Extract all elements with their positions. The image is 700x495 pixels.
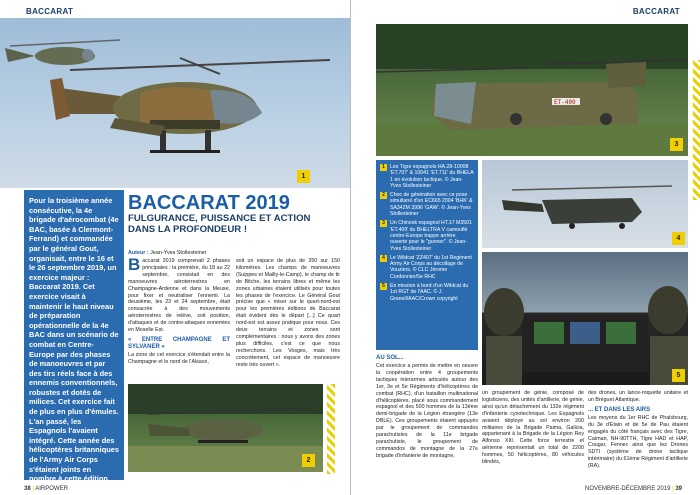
- left-col1-text2: La zone de cet exercice s'étendait entre la Champagne et le nord de l'Alsace,: [128, 351, 230, 365]
- photo-chinook: [376, 24, 688, 156]
- left-footer: 38 | AIRPOWER: [24, 486, 68, 492]
- photo-wildcat-takeoff: [482, 160, 688, 248]
- caption-box: [376, 160, 478, 350]
- magazine-name: AIRPOWER: [35, 486, 68, 492]
- chinook-tail-code: ET-409: [554, 99, 576, 106]
- caption-item: 5 En mission à bord d'un Wildcat du 1st RGT de l'AAC. © J. Granell/AAC/Crown copyright: [380, 283, 474, 302]
- right-footer: NOVEMBRE-DÉCEMBRE 2019 | 39: [585, 486, 682, 492]
- right-col2-text: un groupement de génie, composé de logisticiens, des unités d'artillerie, de génie, ainsi qu'un détachement du 132e régiment d'infanterie cynotechnique. Les Espagnols avaient déployé au sol environ 200 militaires de la Brigade Paima, Galicia, appartenant à la Brigade de la Légion Rey Alfonso XIII. Cette force terrestre et aérienne représentait un total de 2200 hommes, 50 hélicoptères, 80 véhicules blindés,: [482, 390, 584, 466]
- right-col1-text: Cet exercice a permis de mettre en oeuvre la coopération entre 4 groupements tactiques interarmes articulés autour des 1er, 3e et 5e Régiments d'hélicoptères de combat (RHC), d'un bataillon multinational d'hélicoptères, placé sous commandement espagnol et des 500 hommes de la 13ème demi-brigade de la Légion étrangère (13e DBLE). Ces groupements étaient appuyés par le groupement de commandos parachutistes de la 11e brigade parachutiste, le groupement de commandos de montagne de la 27e brigade d'infanterie de montagne,: [376, 363, 478, 459]
- caption-item: 1 Les Tigre espagnols HA.28-10008 'ET.707' & 10041 'ET.711' du BHELA 1 en évolution tactique. © Jean-Yves Stollesteiner: [380, 164, 474, 189]
- right-column-1: [376, 352, 478, 477]
- caption-item: 4 Le Wildcat 'ZZ407' du 1st Regiment Army Air Corps au décollage de Vouziers. © CLC Jérome Cordonnier/5e RHC: [380, 255, 474, 280]
- chinook-illustration: [376, 24, 688, 156]
- tiger-helicopters-illustration: [0, 18, 350, 188]
- article-subhead: FULGURANCE, PUISSANCE ET ACTION DANS LA PROFONDEUR !: [128, 213, 311, 235]
- photo-cockpit: [482, 252, 688, 385]
- subheading-au-sol: AU SOL...: [376, 355, 404, 361]
- photo-number-badge: 1: [297, 170, 310, 183]
- section-label-right: BACCARAT: [632, 7, 680, 16]
- cockpit-illustration: [482, 252, 688, 385]
- left-page-number: 38: [24, 486, 31, 492]
- photo-number-badge: 4: [672, 232, 685, 245]
- photo-helicopter-ground: [128, 384, 323, 472]
- subheading-dans-les-airs: ... ET DANS LES AIRS: [588, 406, 651, 413]
- decorative-stripe: [327, 384, 335, 474]
- author-name: Jean-Yves Stollesteiner: [150, 250, 207, 256]
- helicopter-ground-illustration: [128, 384, 323, 472]
- author-line: [128, 250, 207, 256]
- issue-date: NOVEMBRE-DÉCEMBRE 2019: [585, 486, 671, 492]
- photo-number-badge: 5: [672, 369, 685, 382]
- decorative-stripe: [693, 60, 700, 200]
- left-col1-text: accarat 2019 comprenait 2 phases principales : la première, du 18 au 22 septembre, consistait en des manoeuvres aéroterrestres en Champagne-Ardenne et dans la Meuse, pour fixer et neutraliser l'ennemi. La deuxième, les 23 et 24 septembre, était consacrée à des mouvements aéroterrestres de relève, soit position, d'attaques et de contre-attaques ennemies en Moselle Est.: [128, 258, 230, 334]
- intro-text: Pour la troisième année consécutive, la 4e brigade d'aérocombat (4e BAC, basée à Clermont-Ferrand) et commandée par le général Gout, organisait, entre le 16 et le 26 septembre 2019, un exercice majeur : Baccarat 2019. Cet exercice visait à maintenir le haut niveau de préparation opérationnelle de la 4e BAC dans un scénario de combat en Centre-Europe par des phases de manoeuvres et par des tirs réels face à des ennemis conventionnels, robustes et dotés de milices. Cet exercice fait de plus en plus d'émules. L'an passé, les Espagnols l'avaient intégré. Cette année des hélicoptères britanniques de l'Army Air Corps s'étaient joints en nombre à cette édition.: [29, 196, 119, 484]
- dropcap: B: [128, 258, 141, 274]
- intro-panel: [24, 190, 124, 484]
- right-column-2: [482, 390, 584, 478]
- photo-number-badge: 3: [670, 138, 683, 151]
- left-column-1: [128, 258, 230, 378]
- subheading-champagne: « ENTRE CHAMPAGNE ET SYLVANER »: [128, 336, 230, 350]
- photo-number-badge: 2: [302, 454, 315, 467]
- right-page: [350, 0, 700, 495]
- wildcat-illustration: [482, 160, 688, 248]
- article-headline: BACCARAT 2019: [128, 192, 290, 214]
- right-col3-text: des drones, un lance-roquette unitaire et un Bréguet Atlantique.: [588, 390, 688, 403]
- left-column-2: [236, 258, 340, 378]
- right-page-number: 39: [675, 486, 682, 492]
- right-column-3: [588, 390, 688, 478]
- right-col3-text2: Les moyens du 1er RHC de Phalsbourg, du 3e d'Etain et de 5e de Pau étaient engagés du côté français avec des Tigre, Caïman, NH-90TTH, Tigre HAD et HAP, Cougar, Fennec ainsi que les Drones SDTI (système de drone tactique intérimaire) du 61ème Régiment d'artillerie (RA).: [588, 414, 688, 470]
- caption-item: 3 Un Chinook espagnol HT.17 M3501 'ET.409' du BHELTRA V camouflé centre-Europe trappe arrière ouverte pour le "gunner". © Jean-Yves Stollesteiner: [380, 220, 474, 251]
- caption-item: 2 Choc de génération avec ce pose simultané d'un EC665 2004 'BHK' & SA342M 3996 'GAW'. © Jean-Yves Stollesteiner: [380, 192, 474, 217]
- section-label-left: BACCARAT: [26, 7, 74, 16]
- photo-tiger-helicopters: [0, 18, 350, 188]
- left-col2-text: soit un espace de plus de 350 sur 150 kilomètres. Les champs de manoeuvres (Suippes et Mailly-le-Camp), le champ de tir de Bitche, les terrains libres et même les zones urbaines étaient utilisés pour toutes les phases de l'exercice. Le Général Gout précise que « miser sur le quart-nord-est pour les premières éditions de Baccarat était évident dès le départ [...] Ce quart nord-est est assez pratique pour nous. Ces deux terrains et zones sont complémentaires : nous y avons des zones plus difficiles, c'est ce que nous recherchons. Les Vosges, mais très concrètement, cet espace de manoeuvre reste très ouvert ».: [236, 258, 340, 368]
- author-label: Auteur :: [128, 250, 149, 256]
